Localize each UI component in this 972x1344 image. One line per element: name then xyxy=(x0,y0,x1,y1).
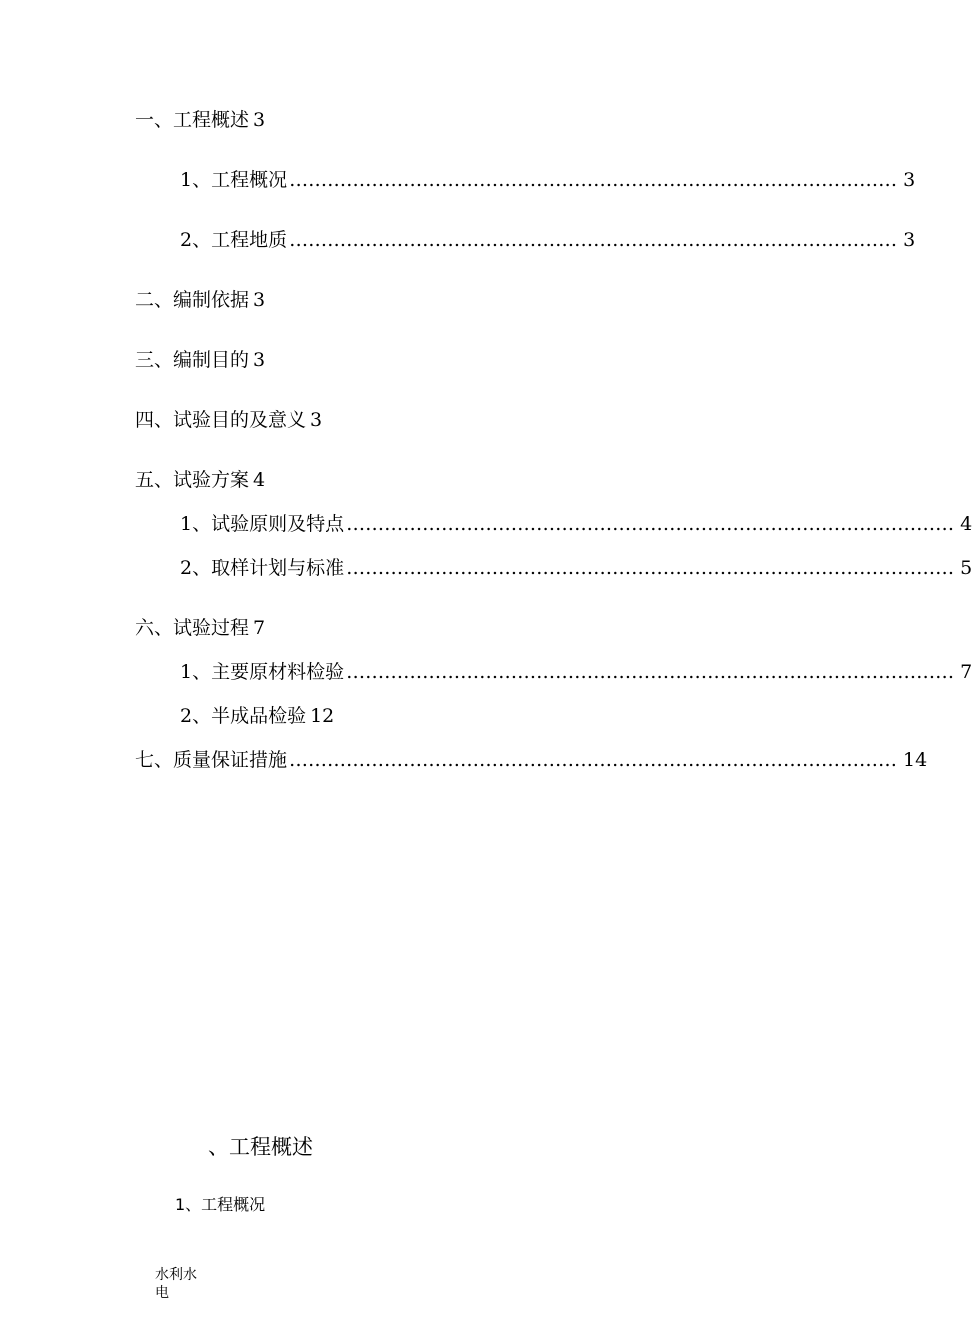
toc-entry-page: 4 xyxy=(960,513,972,535)
toc-entry xyxy=(135,348,265,372)
toc-dot-leader: …………………………………………………………………………………… xyxy=(289,749,898,771)
toc-entry xyxy=(135,468,265,492)
toc-entry xyxy=(180,228,916,252)
toc-entry-label: 四、试验目的及意义 xyxy=(135,409,307,431)
toc-entry-label: 2、半成品检验 xyxy=(180,705,307,727)
toc-entry xyxy=(180,660,972,684)
toc-entry-page: 3 xyxy=(253,289,266,311)
toc-entry-page: 3 xyxy=(253,109,266,131)
toc-entry-page: 5 xyxy=(960,557,972,579)
section-heading: 、工程概述 xyxy=(208,1135,313,1159)
toc-entry-page: 3 xyxy=(903,229,916,251)
toc-entry xyxy=(180,704,334,728)
toc-entry-label: 七、质量保证措施 xyxy=(135,749,288,771)
toc-entry xyxy=(135,288,265,312)
toc-entry-page: 4 xyxy=(253,469,266,491)
toc-entry-page: 12 xyxy=(310,705,335,727)
sub-heading: 1、工程概况 xyxy=(175,1195,266,1214)
toc-entry xyxy=(135,748,928,772)
toc-entry-page: 14 xyxy=(903,749,928,771)
toc-entry xyxy=(135,408,322,432)
toc-entry-page: 3 xyxy=(903,169,916,191)
toc-entry-label: 1、主要原材料检验 xyxy=(180,661,345,683)
toc-entry xyxy=(135,616,265,640)
toc-entry xyxy=(180,168,916,192)
toc-entry-label: 五、试验方案 xyxy=(135,469,250,491)
toc-entry-label: 1、试验原则及特点 xyxy=(180,513,345,535)
toc-entry xyxy=(180,556,972,580)
toc-entry-label: 六、试验过程 xyxy=(135,617,250,639)
toc-entry-label: 一、工程概述 xyxy=(135,109,250,131)
toc-entry-page: 7 xyxy=(253,617,266,639)
footer-note: 水利水电 xyxy=(155,1267,197,1301)
toc-entry-label: 1、工程概况 xyxy=(180,169,288,191)
toc-dot-leader: …………………………………………………………………………………… xyxy=(346,661,955,683)
toc-entry-label: 2、工程地质 xyxy=(180,229,288,251)
toc-dot-leader: …………………………………………………………………………………… xyxy=(289,229,898,251)
toc-entry-page: 7 xyxy=(960,661,972,683)
toc-entry-page: 3 xyxy=(310,409,323,431)
toc-entry xyxy=(180,512,972,536)
toc-dot-leader: …………………………………………………………………………………… xyxy=(289,169,898,191)
toc-dot-leader: …………………………………………………………………………………… xyxy=(346,513,955,535)
toc-entry-label: 三、编制目的 xyxy=(135,349,250,371)
toc-entry-page: 3 xyxy=(253,349,266,371)
toc-entry-label: 2、取样计划与标准 xyxy=(180,557,345,579)
toc-entry-label: 二、编制依据 xyxy=(135,289,250,311)
toc-dot-leader: …………………………………………………………………………………… xyxy=(346,557,955,579)
toc-entry xyxy=(135,108,265,132)
